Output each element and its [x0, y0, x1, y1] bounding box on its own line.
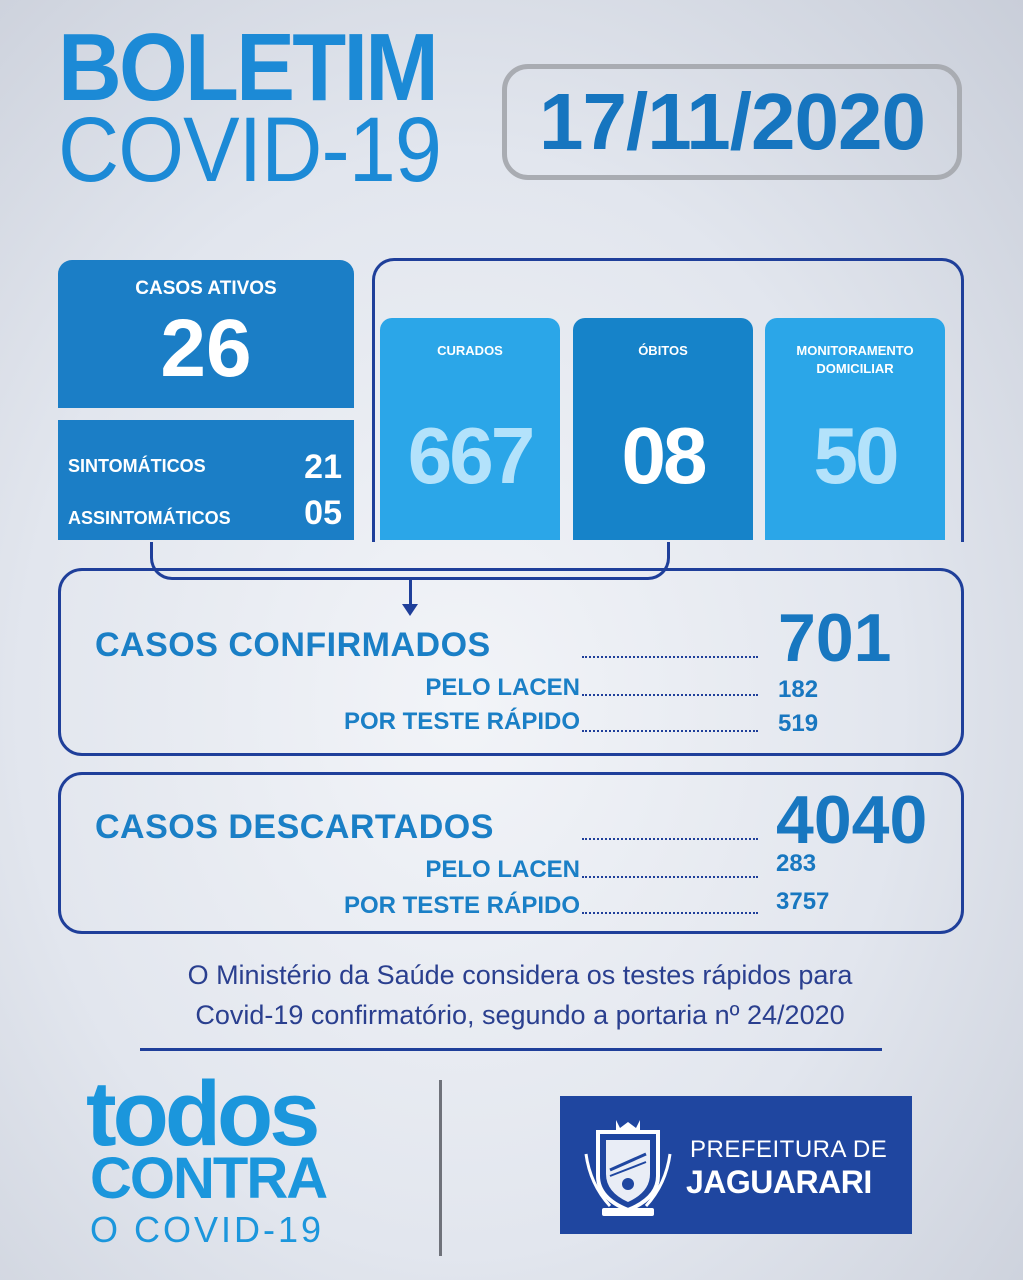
- municipal-crest-icon: [580, 1114, 676, 1218]
- date-box: [502, 64, 962, 180]
- monitoring-card: [765, 318, 945, 540]
- confirmed-rapid-label: POR TESTE RÁPIDO: [343, 708, 580, 735]
- confirmed-label: CASOS CONFIRMADOS: [95, 626, 491, 664]
- active-cases-value: 26: [160, 303, 252, 394]
- slogan-todos: todos: [86, 1063, 317, 1165]
- discarded-dots: [582, 838, 758, 840]
- disclaimer-note: [120, 955, 920, 1035]
- discarded-value: 4040: [776, 782, 928, 858]
- cured-label: CURADOS: [437, 343, 503, 358]
- confirmed-rapid-value: 519: [778, 710, 819, 737]
- monitoring-label: [765, 342, 945, 378]
- deaths-label: ÓBITOS: [638, 343, 688, 358]
- monitoring-label-line2: DOMICILIAR: [816, 361, 894, 376]
- symptomatic-label: SINTOMÁTICOS: [68, 456, 206, 476]
- monitoring-value: 50: [813, 411, 897, 500]
- divider: [140, 1048, 882, 1051]
- discarded-lacen-value: 283: [776, 850, 817, 877]
- title-covid: COVID-19: [58, 99, 442, 201]
- discarded-rapid-dots: [582, 912, 758, 914]
- discarded-lacen-label: PELO LACEN: [425, 856, 580, 883]
- discarded-rapid-label: POR TESTE RÁPIDO: [343, 892, 580, 919]
- note-line1: O Ministério da Saúde considera os testes rápidos para: [187, 960, 853, 990]
- confirmed-lacen-value: 182: [778, 676, 819, 703]
- confirmed-dots: [582, 656, 758, 658]
- prefeitura-line1: PREFEITURA DE: [690, 1136, 888, 1163]
- confirmed-lacen-label: PELO LACEN: [425, 674, 580, 701]
- prefeitura-logo: [560, 1096, 912, 1234]
- discarded-label: CASOS DESCARTADOS: [95, 808, 494, 846]
- active-cases-label: CASOS ATIVOS: [135, 278, 277, 299]
- cured-value: 667: [407, 411, 533, 500]
- deaths-card: [573, 318, 753, 540]
- note-line2: Covid-19 confirmatório, segundo a portaria nº 24/2020: [195, 1000, 845, 1030]
- confirmed-value: 701: [778, 600, 892, 676]
- bulletin-date: 17/11/2020: [539, 77, 925, 166]
- active-cases-panel: [58, 260, 354, 408]
- deaths-value: 08: [621, 411, 705, 500]
- footer-divider: [439, 1080, 442, 1256]
- asymptomatic-label: ASSINTOMÁTICOS: [68, 508, 231, 528]
- prefeitura-line2: JAGUARARI: [686, 1164, 872, 1200]
- monitoring-label-line1: MONITORAMENTO: [796, 343, 914, 358]
- slogan-ocovid: O COVID-19: [90, 1209, 325, 1250]
- cured-card: [380, 318, 560, 540]
- discarded-rapid-value: 3757: [776, 888, 830, 915]
- slogan-contra: CONTRA: [90, 1146, 327, 1211]
- symptomatic-value: 21: [304, 448, 342, 486]
- confirmed-lacen-dots: [582, 694, 758, 696]
- confirmed-rapid-dots: [582, 730, 758, 732]
- discarded-lacen-dots: [582, 876, 758, 878]
- title-boletim: BOLETIM: [58, 14, 437, 121]
- active-cases-breakdown: [58, 420, 354, 540]
- asymptomatic-value: 05: [304, 494, 342, 532]
